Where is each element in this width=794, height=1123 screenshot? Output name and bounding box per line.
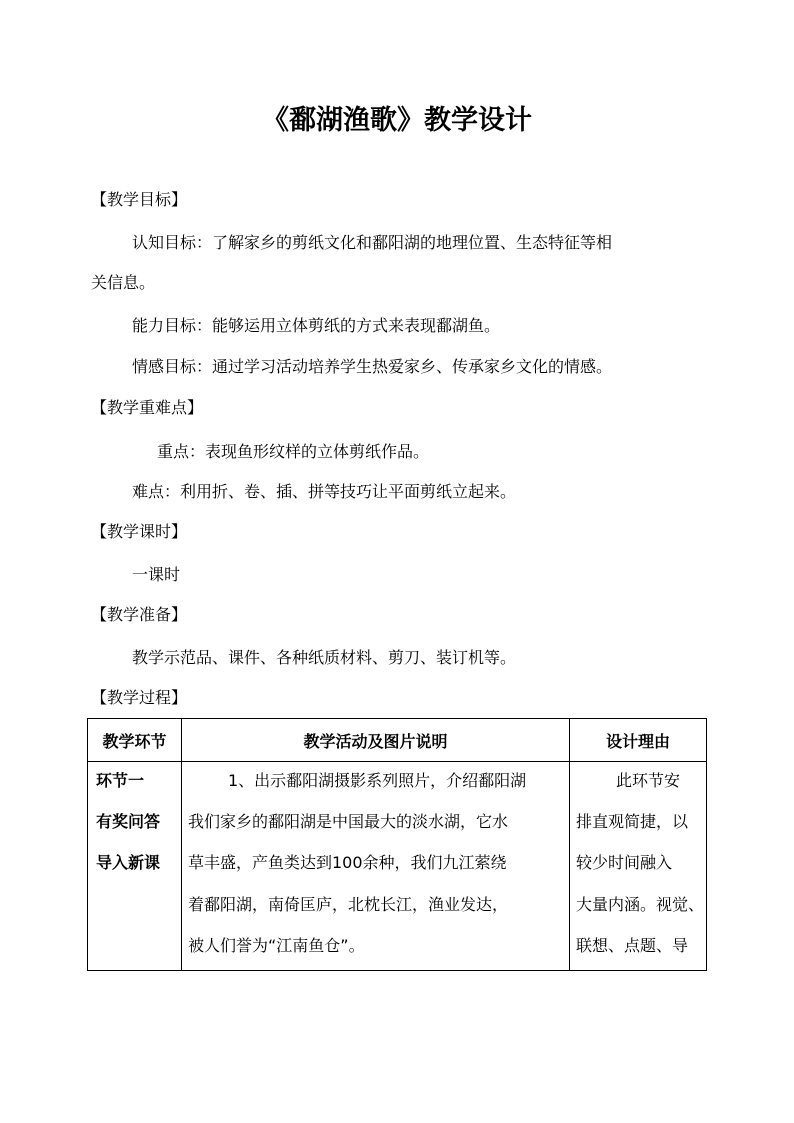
hours-heading: 【教学课时】 (91, 522, 188, 541)
reason-line: 大量内涵。视觉、 (576, 895, 705, 914)
stage-line: 有奖问答 (96, 812, 161, 831)
key-point: 重点：表现鱼形纹样的立体剪纸作品。 (157, 442, 430, 461)
reason-line: 较少时间融入 (576, 853, 673, 872)
key-points-heading: 【教学重难点】 (91, 398, 204, 417)
stage-line: 环节一 (96, 771, 145, 790)
cognitive-objective-line2: 关信息。 (91, 273, 156, 292)
cognitive-objective-line1: 认知目标：了解家乡的剪纸文化和鄱阳湖的地理位置、生态特征等相 (132, 233, 613, 252)
page-title: 《鄱湖渔歌》教学设计 (262, 105, 532, 136)
activity-line: 着鄱阳湖，南倚匡庐，北枕长江，渔业发达， (188, 895, 509, 914)
difficulty-point: 难点：利用折、卷、插、拼等技巧让平面剪纸立起来。 (132, 482, 517, 501)
preparation-heading: 【教学准备】 (91, 605, 188, 624)
reason-line: 排直观简捷，以 (576, 812, 689, 831)
stage-cell (88, 762, 182, 971)
stage-line: 导入新课 (96, 853, 161, 872)
activity-line: 草丰盛，产鱼类达到100余种，我们九江萦绕 (188, 853, 507, 872)
table-row (88, 762, 707, 971)
reason-cell (570, 762, 707, 971)
activity-line: 1、出示鄱阳湖摄影系列照片，介绍鄱阳湖 (228, 771, 527, 790)
ability-objective: 能力目标：能够运用立体剪纸的方式来表现鄱湖鱼。 (132, 316, 501, 335)
reason-line: 联想、点题、导 (576, 936, 689, 955)
objectives-heading: 【教学目标】 (91, 190, 188, 209)
hours-value: 一课时 (132, 565, 181, 584)
header-reason: 设计理由 (570, 719, 707, 762)
reason-line: 此环节安 (616, 771, 681, 790)
emotion-objective: 情感目标：通过学习活动培养学生热爱家乡、传承家乡文化的情感。 (132, 357, 613, 376)
header-stage: 教学环节 (88, 719, 182, 762)
header-activity: 教学活动及图片说明 (182, 719, 570, 762)
process-table (87, 718, 707, 971)
activity-line: 我们家乡的鄱阳湖是中国最大的淡水湖，它水 (188, 812, 509, 831)
preparation-value: 教学示范品、课件、各种纸质材料、剪刀、装订机等。 (132, 648, 517, 667)
activity-line: 被人们誉为“江南鱼仓”。 (188, 936, 365, 955)
activity-cell (182, 762, 570, 971)
table-header-row (88, 719, 707, 762)
process-heading: 【教学过程】 (91, 688, 188, 707)
